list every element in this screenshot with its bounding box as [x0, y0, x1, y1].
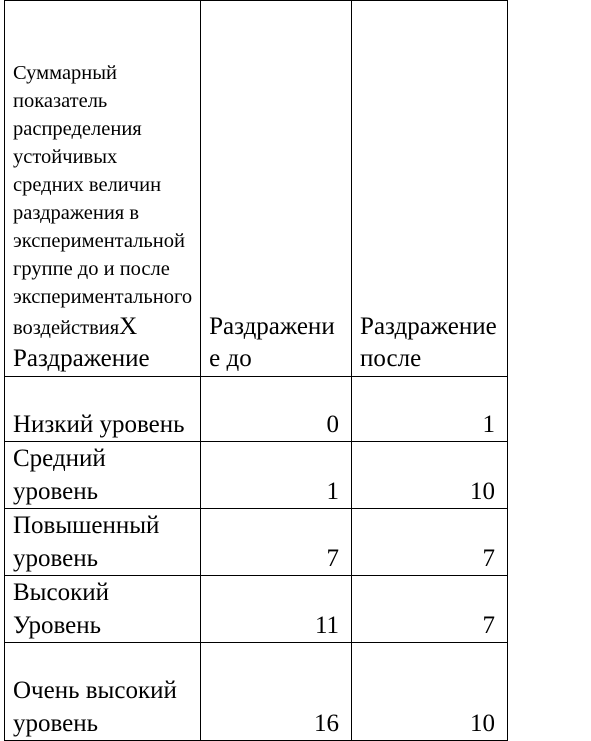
- value-after: 7: [352, 576, 508, 643]
- value-after: 10: [352, 643, 508, 741]
- value-before: 7: [201, 509, 352, 576]
- table-header-row: [5, 1, 508, 377]
- value-after: 7: [352, 509, 508, 576]
- column-header-after: Раздражение после: [352, 1, 508, 377]
- row-label: Низкий уровень: [5, 377, 201, 442]
- distribution-table: [4, 0, 508, 741]
- value-before: 16: [201, 643, 352, 741]
- corner-header-cell: [5, 1, 201, 377]
- row-label: Повышенный уровень: [5, 509, 201, 576]
- row-label: Высокий Уровень: [5, 576, 201, 643]
- value-after: 10: [352, 442, 508, 509]
- value-before: 1: [201, 442, 352, 509]
- table-row: [5, 576, 508, 643]
- value-before: 0: [201, 377, 352, 442]
- row-label: Средний уровень: [5, 442, 201, 509]
- table-row: [5, 377, 508, 442]
- corner-header-description: Суммарный показатель распределения устойчивых средних величин раздражения в экспериментальной группе до и после экспериментального воздействия: [13, 62, 193, 339]
- table-row: [5, 442, 508, 509]
- column-header-before: Раздражение до: [201, 1, 352, 377]
- table-row: [5, 509, 508, 576]
- row-label: Очень высокий уровень: [5, 643, 201, 741]
- corner-header-label: Х Раздражение: [13, 313, 150, 372]
- table-row: [5, 643, 508, 741]
- value-after: 1: [352, 377, 508, 442]
- value-before: 11: [201, 576, 352, 643]
